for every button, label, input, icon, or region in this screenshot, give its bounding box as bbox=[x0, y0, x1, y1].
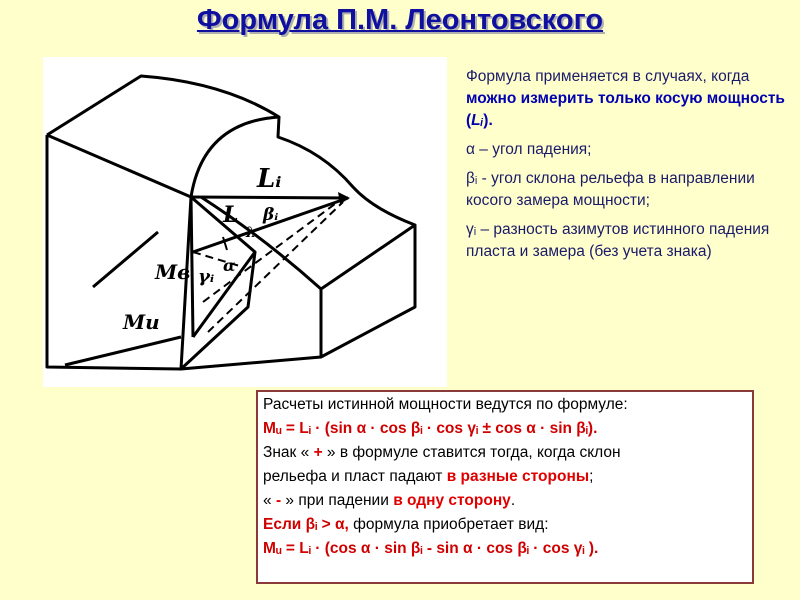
dashed-line-3 bbox=[193, 252, 243, 267]
minus-sign-rule: « - » при падении в одну сторону. bbox=[263, 492, 516, 509]
block-diagram-drawing bbox=[43, 57, 447, 387]
right-block bbox=[321, 225, 415, 357]
Li-line bbox=[191, 197, 348, 198]
base-line bbox=[181, 357, 321, 369]
label-alpha-top: λ bbox=[246, 225, 256, 241]
label-Li: Lᵢ bbox=[257, 164, 282, 194]
label-Mi: Mи bbox=[123, 310, 160, 334]
formula-main: Mᵤ = Lᵢ · (sin α · cos βᵢ · cos γᵢ ± cos α · sin βᵢ). bbox=[263, 420, 598, 437]
page-title: Формула П.М. Леонтовского bbox=[196, 4, 604, 36]
notes-panel bbox=[466, 66, 786, 270]
plus-sign-rule-cont: рельефа и пласт падают в разные стороны; bbox=[263, 468, 594, 485]
formula-alt: Mᵤ = Lᵢ · (cos α · sin βᵢ - sin α · cos βᵢ · cos γᵢ ). bbox=[263, 540, 599, 557]
layer-plane-2 bbox=[65, 337, 181, 365]
calculation-box bbox=[256, 390, 754, 584]
geology-block-diagram bbox=[43, 57, 447, 387]
plus-sign-rule: Знак « + » в формуле ставится тогда, когда склон bbox=[263, 444, 621, 461]
arrow-head bbox=[338, 192, 350, 204]
label-L: L bbox=[223, 202, 239, 228]
calc-intro: Расчеты истинной мощности ведутся по формуле: bbox=[263, 396, 628, 413]
note-alpha: α – угол падения; bbox=[466, 141, 592, 158]
label-gamma-i: γᵢ bbox=[198, 266, 215, 287]
layer-plane-3 bbox=[191, 197, 193, 337]
block-front-face bbox=[47, 135, 191, 369]
label-Mv: Mв bbox=[155, 260, 191, 284]
note-beta: βᵢ - угол склона рельефа в направлении косого замера мощности; bbox=[466, 170, 755, 209]
label-alpha: α bbox=[223, 256, 236, 275]
block-outline bbox=[47, 76, 279, 197]
label-beta-i: βᵢ bbox=[263, 205, 279, 225]
note-gamma: γᵢ – разность азимутов истинного падения пласта и замера (без учета знака) bbox=[466, 221, 770, 260]
note-usage: Формула применяется в случаях, когда можно измерить только косую мощность (Lᵢ). bbox=[466, 68, 785, 129]
layer-plane-1 bbox=[93, 232, 158, 287]
condition-line: Если βᵢ > α, формула приобретает вид: bbox=[263, 516, 549, 533]
